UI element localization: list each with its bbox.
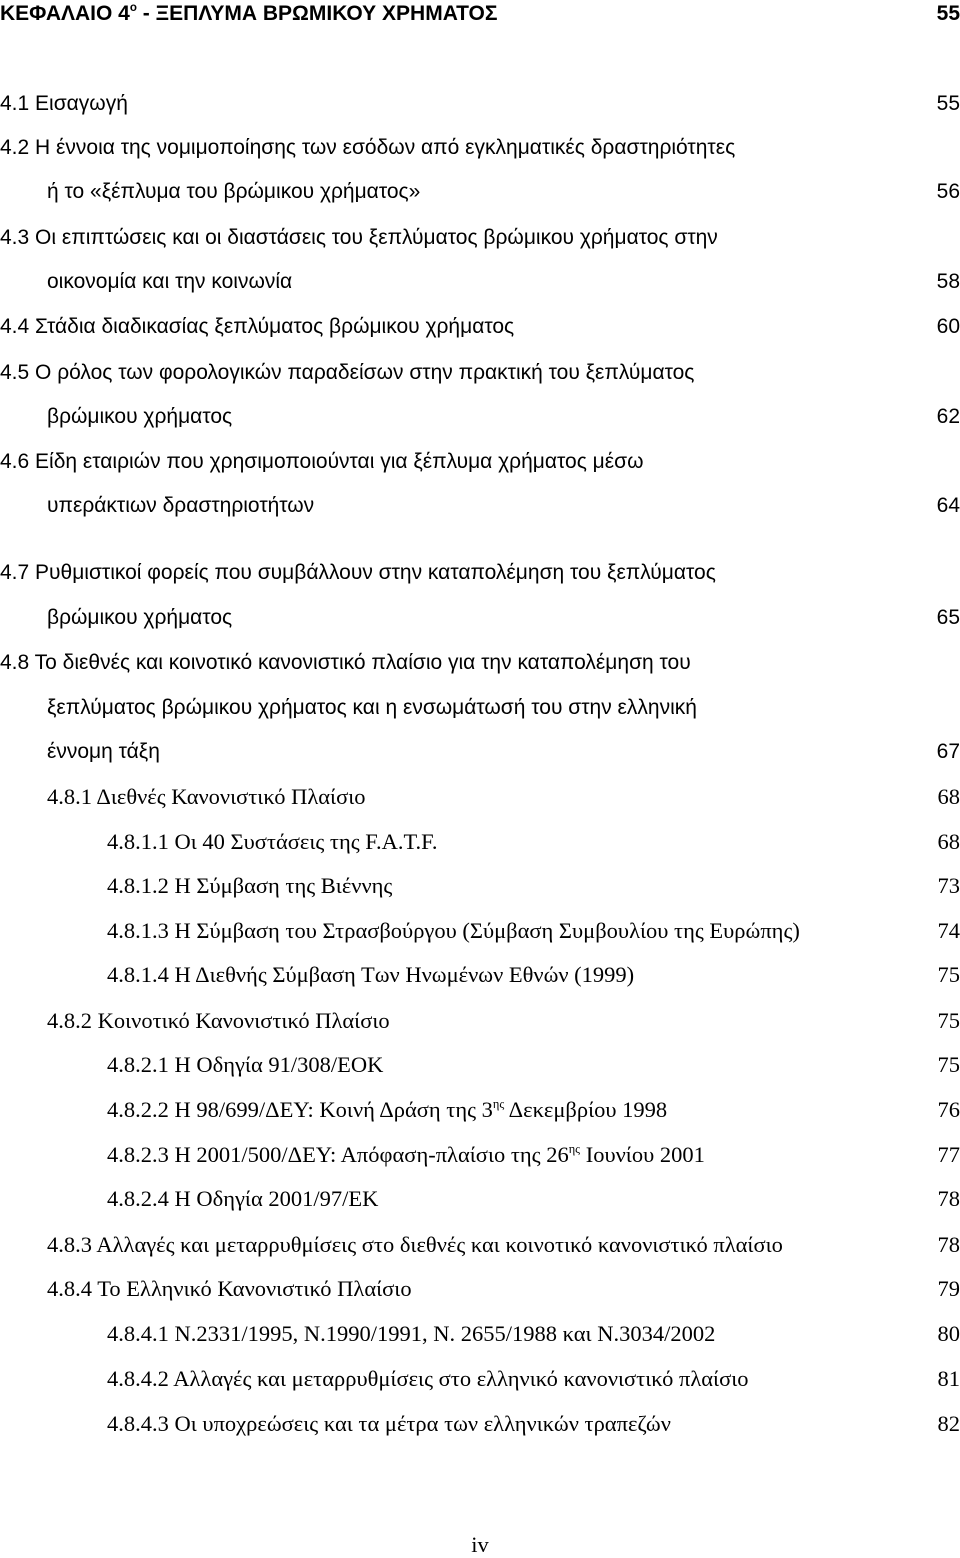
toc-entry-title: 4.8.1 Διεθνές Κανονιστικό Πλαίσιο [47, 781, 366, 813]
toc-entry-title: 4.8.4.2 Αλλαγές και μεταρρυθμίσεις στο ελληνικό κανονιστικό πλαίσιο [107, 1363, 749, 1395]
toc-entry[interactable] [0, 132, 960, 164]
toc-entry-title: ξεπλύματος βρώμικου χρήματος και η ενσωμάτωσή του στην ελληνική [47, 692, 697, 724]
toc-entry[interactable] [0, 1318, 960, 1350]
toc-entry-page: 62 [937, 401, 960, 433]
toc-entry-title: 4.8 Το διεθνές και κοινοτικό κανονιστικό πλαίσιο για την καταπολέμηση του [0, 647, 691, 679]
toc-entry[interactable] [0, 222, 960, 254]
page-number: iv [0, 1532, 960, 1558]
toc-entry-page: 68 [938, 781, 960, 813]
toc-entry-page: 74 [938, 915, 960, 947]
toc-entry-page: 75 [938, 1049, 960, 1081]
toc-entry-title: 4.6 Είδη εταιριών που χρησιμοποιούνται για ξέπλυμα χρήματος μέσω [0, 446, 643, 478]
toc-entry-title: 4.8.1.3 Η Σύμβαση του Στρασβούργου (Σύμβαση Συμβουλίου της Ευρώπης) [107, 915, 800, 947]
toc-entry[interactable] [0, 311, 960, 343]
toc-entry-title: 4.8.1.4 Η Διεθνής Σύμβαση Των Ηνωμένων Εθνών (1999) [107, 959, 634, 991]
chapter-title: ΚΕΦΑΛΑΙΟ $4^o$ - ΞΕΠΛΥΜΑ ΒΡΩΜΙΚΟΥ ΧΡΗΜΑΤΟΣ [0, 0, 498, 33]
toc-entry[interactable] [0, 959, 960, 991]
toc-entry-title: 4.8.2.4 Η Οδηγία 2001/97/ΕΚ [107, 1183, 378, 1215]
toc-entry-continuation[interactable] [0, 602, 960, 634]
toc-entry[interactable] [0, 557, 960, 589]
toc-entry[interactable] [0, 915, 960, 947]
chapter-heading [0, 0, 960, 30]
toc-entry-title: 4.2 Η έννοια της νομιμοποίησης των εσόδων από εγκληματικές δραστηριότητες [0, 132, 735, 164]
toc-entry-title: 4.8.2.1 Η Οδηγία 91/308/ΕΟΚ [107, 1049, 383, 1081]
toc-entry-continuation[interactable] [0, 176, 960, 208]
toc-entry-title: ή το «ξέπλυμα του βρώμικου χρήματος» [47, 176, 420, 208]
toc-entry-title: 4.1 Εισαγωγή [0, 88, 128, 120]
toc-entry-page: 56 [937, 176, 960, 208]
toc-entry-continuation[interactable] [0, 266, 960, 298]
toc-entry-title: 4.8.2.3 Η 2001/500/ΔΕΥ: Απόφαση-πλαίσιο της $26^{\eta\varsigma}$ Ιουνίου 2001 [107, 1139, 705, 1174]
toc-entry-title: 4.8.2 Κοινοτικό Κανονιστικό Πλαίσιο [47, 1005, 390, 1037]
toc-entry-title: 4.8.3 Αλλαγές και μεταρρυθμίσεις στο διεθνές και κοινοτικό κανονιστικό πλαίσιο [47, 1229, 783, 1261]
toc-entry[interactable] [0, 1139, 960, 1171]
toc-entry-title: βρώμικου χρήματος [47, 401, 232, 433]
toc-entry-page: 82 [938, 1408, 960, 1440]
toc-entry-title: βρώμικου χρήματος [47, 602, 232, 634]
toc-entry-page: 77 [938, 1139, 960, 1171]
toc-entry[interactable] [0, 1094, 960, 1126]
toc-entry-page: 65 [937, 602, 960, 634]
toc-entry[interactable] [0, 647, 960, 679]
toc-entry-title: έννομη τάξη [47, 736, 160, 768]
toc-entry-page: 68 [938, 826, 960, 858]
toc-entry-title: 4.8.1.1 Οι 40 Συστάσεις της F.A.T.F. [107, 826, 438, 858]
toc-entry-page: 75 [938, 1005, 960, 1037]
toc-entry-title: οικονομία και την κοινωνία [47, 266, 292, 298]
toc-entry-title: 4.8.1.2 Η Σύμβαση της Βιέννης [107, 870, 392, 902]
toc-entry[interactable] [0, 1049, 960, 1081]
toc-entry[interactable] [0, 446, 960, 478]
toc-entry-page: 55 [937, 88, 960, 120]
toc-entry[interactable] [0, 1229, 960, 1261]
toc-entry-continuation[interactable] [0, 401, 960, 433]
toc-entry[interactable] [0, 870, 960, 902]
toc-entry[interactable] [0, 357, 960, 389]
toc-entry[interactable] [0, 1273, 960, 1305]
toc-entry-page: 58 [937, 266, 960, 298]
toc-entry-title: 4.8.4.3 Οι υποχρεώσεις και τα μέτρα των ελληνικών τραπεζών [107, 1408, 671, 1440]
toc-entry-title: 4.8.4.1 Ν.2331/1995, Ν.1990/1991, Ν. 2655/1988 και Ν.3034/2002 [107, 1318, 715, 1350]
toc-entry[interactable] [0, 826, 960, 858]
toc-entry-title: 4.8.4 Το Ελληνικό Κανονιστικό Πλαίσιο [47, 1273, 412, 1305]
toc-entry-page: 80 [938, 1318, 960, 1350]
toc-entry-title: 4.8.2.2 Η 98/699/ΔΕΥ: Κοινή Δράση της $3^{\eta\varsigma}$ Δεκεμβρίου 1998 [107, 1094, 667, 1129]
toc-entry-continuation[interactable] [0, 490, 960, 522]
toc-entry-title: 4.7 Ρυθμιστικοί φορείς που συμβάλλουν στην καταπολέμηση του ξεπλύματος [0, 557, 716, 589]
toc-entry-continuation[interactable] [0, 692, 960, 724]
toc-entry[interactable] [0, 88, 960, 120]
toc-entry-page: 78 [938, 1229, 960, 1261]
toc-entry-title: 4.3 Οι επιπτώσεις και οι διαστάσεις του ξεπλύματος βρώμικου χρήματος στην [0, 222, 718, 254]
toc-entry-page: 64 [937, 490, 960, 522]
toc-entry-page: 78 [938, 1183, 960, 1215]
toc-entry-page: 76 [938, 1094, 960, 1126]
toc-entry-page: 75 [938, 959, 960, 991]
toc-entry-title: 4.4 Στάδια διαδικασίας ξεπλύματος βρώμικου χρήματος [0, 311, 514, 343]
toc-entry[interactable] [0, 1408, 960, 1440]
toc-entry[interactable] [0, 1183, 960, 1215]
chapter-page-number: 55 [937, 0, 960, 30]
toc-entry-page: 73 [938, 870, 960, 902]
toc-entry-page: 60 [937, 311, 960, 343]
toc-entry-continuation[interactable] [0, 736, 960, 768]
toc-entry-title: 4.5 Ο ρόλος των φορολογικών παραδείσων στην πρακτική του ξεπλύματος [0, 357, 694, 389]
toc-entry[interactable] [0, 1005, 960, 1037]
toc-entry-title: υπεράκτιων δραστηριοτήτων [47, 490, 314, 522]
toc-entry[interactable] [0, 1363, 960, 1395]
toc-entry-page: 79 [938, 1273, 960, 1305]
toc-entry-page: 67 [937, 736, 960, 768]
toc-entry-page: 81 [938, 1363, 960, 1395]
toc-entry[interactable] [0, 781, 960, 813]
